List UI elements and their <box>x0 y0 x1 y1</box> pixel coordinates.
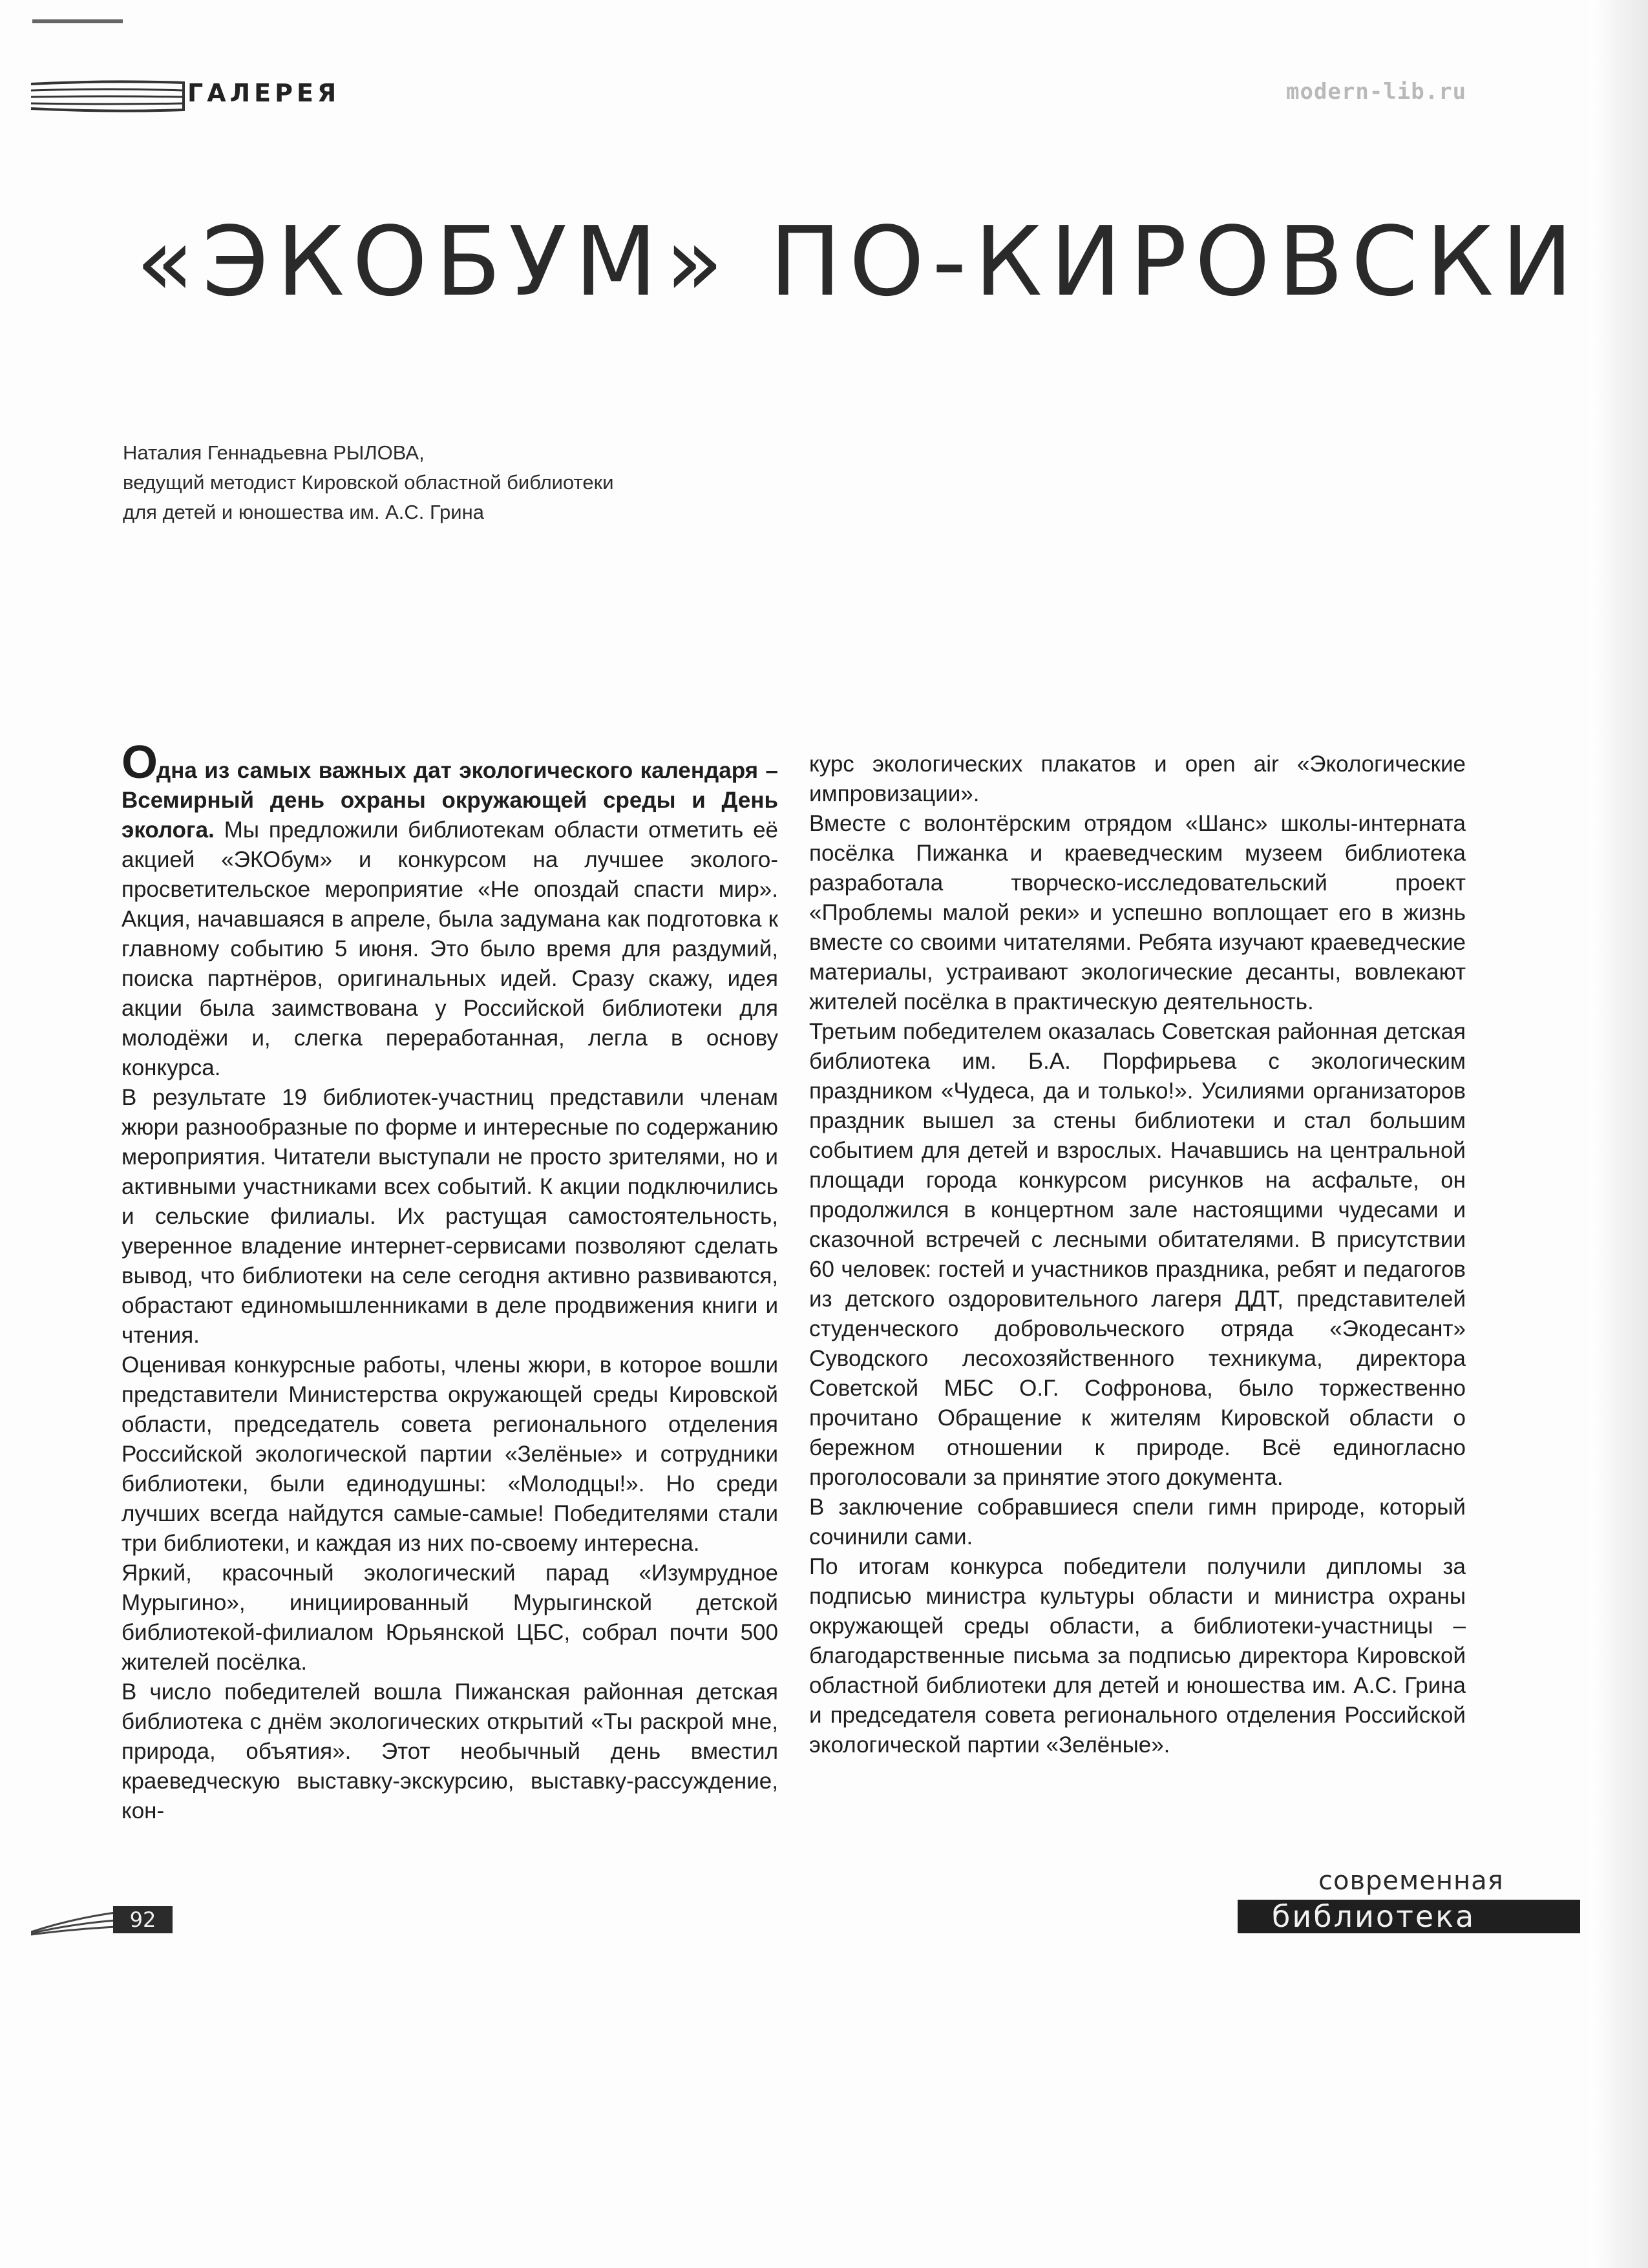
paragraph: В заключение собравшиеся спели гимн природе, который сочинили сами. <box>809 1495 1466 1549</box>
paragraph: Оценивая конкурсные работы, члены жюри, в которое вошли представители Министерства окружающей среды Кировской области, председатель совета регионального отделения Российской экологической партии «Зелёные» и сотрудники библиотеки, были единодушны: «Молодцы!». Но среди лучших всегда найдутся самые-самые! Победителями стали три библиотеки, и каждая из них по-своему интересна. <box>121 1352 778 1556</box>
page-number: 92 <box>113 1906 173 1933</box>
section-ornament <box>31 78 186 116</box>
section-label: ГАЛЕРЕЯ <box>187 79 341 107</box>
paragraph <box>121 737 778 1083</box>
paragraph: В число победителей вошла Пижанская районная детская библиотека с днём экологических открытий «Ты раскрой мне, природа, объятия». Этот необычный день вместил краеведческую выставку-экскурсию, выставку-рассуждение, кон- <box>121 1679 778 1823</box>
magazine-name-bottom: библиотека <box>1272 1899 1476 1934</box>
paragraph: Яркий, красочный экологический парад «Изумрудное Мурыгино», инициированный Мурыгинской детской библиотекой-филиалом Юрьянской ЦБС, собрал почти 500 жителей посёлка. <box>121 1560 778 1675</box>
site-watermark: modern-lib.ru <box>1286 79 1467 105</box>
paragraph: Вместе с волонтёрским отрядом «Шанс» школы-интерната посёлка Пижанка и краеведческим музеем библиотека разработала творческо-исследовательский проект «Проблемы малой реки» и успешно воплощает его в жизнь вместе со своими читателями. Ребята изучают краеведческие материалы, устраивают экологические десанты, вовлекают жителей посёлка в практическую деятельность. <box>809 811 1466 1014</box>
scan-edge-shadow <box>1590 0 1648 2268</box>
paragraph: По итогам конкурса победители получили дипломы за подписью министра культуры области и министра охраны окружающей среды области, а библиотеки-участницы – благодарственные письма за подписью директора Кировской областной библиотеки для детей и юношества им. А.С. Грина и председателя совета регионального отделения Российской экологической партии «Зелёные». <box>809 1554 1466 1758</box>
article-title: «ЭКОБУМ» ПО-КИРОВСКИ <box>136 206 1581 318</box>
paragraph: Третьим победителем оказалась Советская районная детская библиотека им. Б.А. Порфирьева с экологическим праздником «Чудеса, да и только!». Усилиями организаторов праздник вышел за стены библиотеки и стал большим событием для детей и взрослых. Начавшись на центральной площади города конкурсом рисунков на асфальте, он продолжился в концертном зале настоящими чудесами и сказочной встречей с лесными обитателями. В присутствии 60 человек: гостей и участников праздника, ребят и педагогов из детского оздоровительного лагеря ДДТ, представителей студенческого добровольческого отряда «Экодесант» Суводского лесохозяйственного техникума, директора Советской МБС О.Г. Софронова, было торжественно прочитано Обращение к жителям Кировской области о бережном отношении к природе. Всё единогласно проголосовали за принятие этого документа. <box>809 1019 1466 1490</box>
article-column-left <box>121 737 778 1826</box>
author-position: ведущий методист Кировской областной библиотеки <box>123 471 614 494</box>
article-column-right <box>809 750 1466 1760</box>
paragraph: В результате 19 библиотек-участниц представили членам жюри разнообразные по форме и интересные по содержанию мероприятия. Читатели выступали не просто зрителями, но и активными участниками всех событий. К акции подключились и сельские филиалы. Их растущая самостоятельность, уверенное владение интернет-сервисами позволяют сделать вывод, что библиотеки на селе сегодня активно развиваются, обрастают единомышленниками в деле продвижения книги и чтения. <box>121 1085 778 1348</box>
paragraph-text: Мы предложили библиотекам области отметить её акцией «ЭКОбум» и конкурсом на лучшее эколого-просветительское мероприятие «Не опоздай спасти мир». Акция, начавшаяся в апреле, была задумана как подготовка к главному событию 5 июня. Это было время для раздумий, поиска партнёров, оригинальных идей. Сразу скажу, идея акции была заимствована у Российской библиотеки для молодёжи и, слегка переработанная, легла в основу конкурса. <box>121 817 778 1080</box>
lead-text: дна из самых важных дат экологического календаря – Всемирный день охраны окружающей среды и День эколога. <box>121 758 778 843</box>
author-organization: для детей и юношества им. А.С. Грина <box>123 501 484 523</box>
author-name: Наталия Геннадьевна РЫЛОВА, <box>123 441 425 464</box>
author-byline <box>123 438 614 527</box>
paragraph: курс экологических плакатов и open air «Экологические импровизации». <box>809 751 1466 806</box>
drop-cap: О <box>121 737 157 788</box>
magazine-name-top: современная <box>1318 1866 1504 1896</box>
top-rule <box>32 19 123 23</box>
